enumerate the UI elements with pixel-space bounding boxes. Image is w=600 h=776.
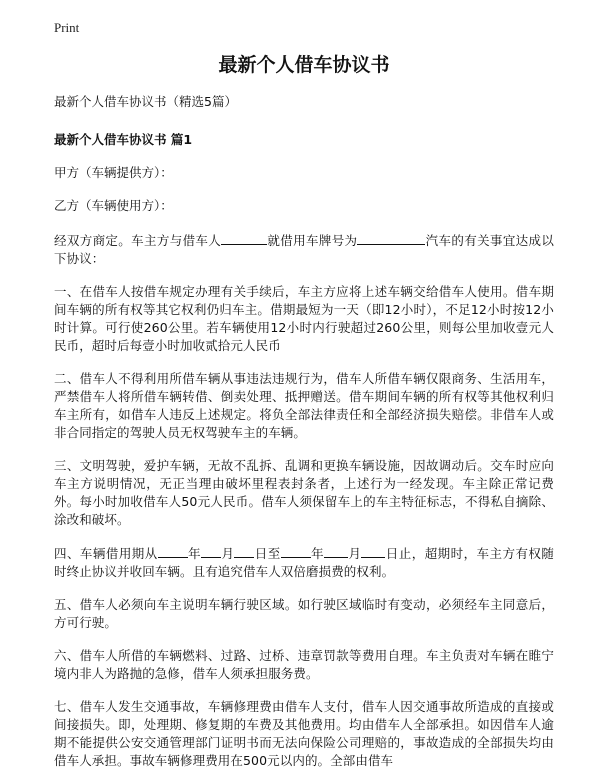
clause-4-day-1: 日至 [254,546,281,561]
page-title: 最新个人借车协议书 [218,54,390,76]
intro-paragraph [54,231,554,268]
party-b-line: 乙方（车辆使用方）： [54,198,173,213]
document-body [54,50,554,770]
end-day-blank [361,544,385,558]
intro-text-2: 就借用车牌号为 [267,233,358,248]
clause-2: 二、借车人不得利用所借车辆从事违法违规行为，借车人所借车辆仅限商务、生活用车，严禁借车人将所借车辆转借、倒卖处理、抵押赠送。借车期间车辆的所有权等其他权利归车主所有，如借车人违反上述规定。将负全部法律责任和全部经济损失赔偿。非借车人或非合同指定的驾驶人员无权驾驶车主的车辆。 [54,371,554,440]
clause-4-month-2: 月 [348,546,362,561]
party-a-line: 甲方（车辆提供方）： [54,165,173,180]
clause-4-year-2: 年 [310,546,325,561]
end-year-blank [281,544,311,558]
document-subtitle: 最新个人借车协议书（精选5篇） [54,94,237,109]
intro-text-3: 汽车的有关事宜达成以下协议： [54,233,554,266]
borrower-blank [221,231,267,245]
clause-4 [54,544,554,581]
clause-7: 七、借车人发生交通事故，车辆修理费由借车人支付，借车人因交通事故所造成的直接或间接损失。即，处理期、修复期的车费及其他费用。均由借车人全部承担。如因借车人逾期不能提供公安交通管理部门证明书而无法向保险公司理赔的，事故造成的全部损失均由借车人承担。事故车辆修理费用在500元以内的。全部由借车 [54,699,554,768]
clause-1: 一、在借车人按借车规定办理有关手续后，车主方应将上述车辆交给借车人使用。借车期间车辆的所有权等其它权利仍归车主。借期最短为一天（即12小时），不足12小时按12小时计算。可行使260公里。若车辆使用12小时内行驶超过260公里，则每公里加收壹元人民币，超时后每壹小时加收贰拾元人民币 [54,284,554,353]
clause-4-text-2: 日止，超期时，车主方有权随时终止协议并收回车辆。且有追究借车人双倍磨损费的权利。 [54,546,554,579]
start-month-blank [201,544,221,558]
end-month-blank [324,544,348,558]
clause-6: 六、借车人所借的车辆燃料、过路、过桥、违章罚款等费用自理。车主负责对车辆在睢宁境内非人为路抛的急修，借车人须承担服务费。 [54,648,554,681]
clause-4-month-1: 月 [221,546,235,561]
start-year-blank [158,544,188,558]
intro-text-1: 经双方商定。车主方与借车人 [54,233,222,248]
start-day-blank [234,544,254,558]
section-title: 最新个人借车协议书 篇1 [54,132,193,147]
clause-3: 三、文明驾驶，爱护车辆，无故不乱拆、乱调和更换车辆设施，因故调动后。交车时应向车主方说明情况，无正当理由破坏里程表封条者，上述行为一经发现。车主除正常记费外。每小时加收借车人50元人民币。借车人须保留车上的车主特征标志，不得私自摘除、涂改和破坏。 [54,458,554,527]
clause-4-text-1: 四、车辆借用期从 [54,546,158,561]
plate-number-blank [357,231,425,245]
clause-4-year-1: 年 [187,546,202,561]
print-link[interactable]: Print [54,20,80,35]
clause-5: 五、借车人必须向车主说明车辆行驶区域。如行驶区域临时有变动，必须经车主同意后，方可行驶。 [54,597,554,630]
